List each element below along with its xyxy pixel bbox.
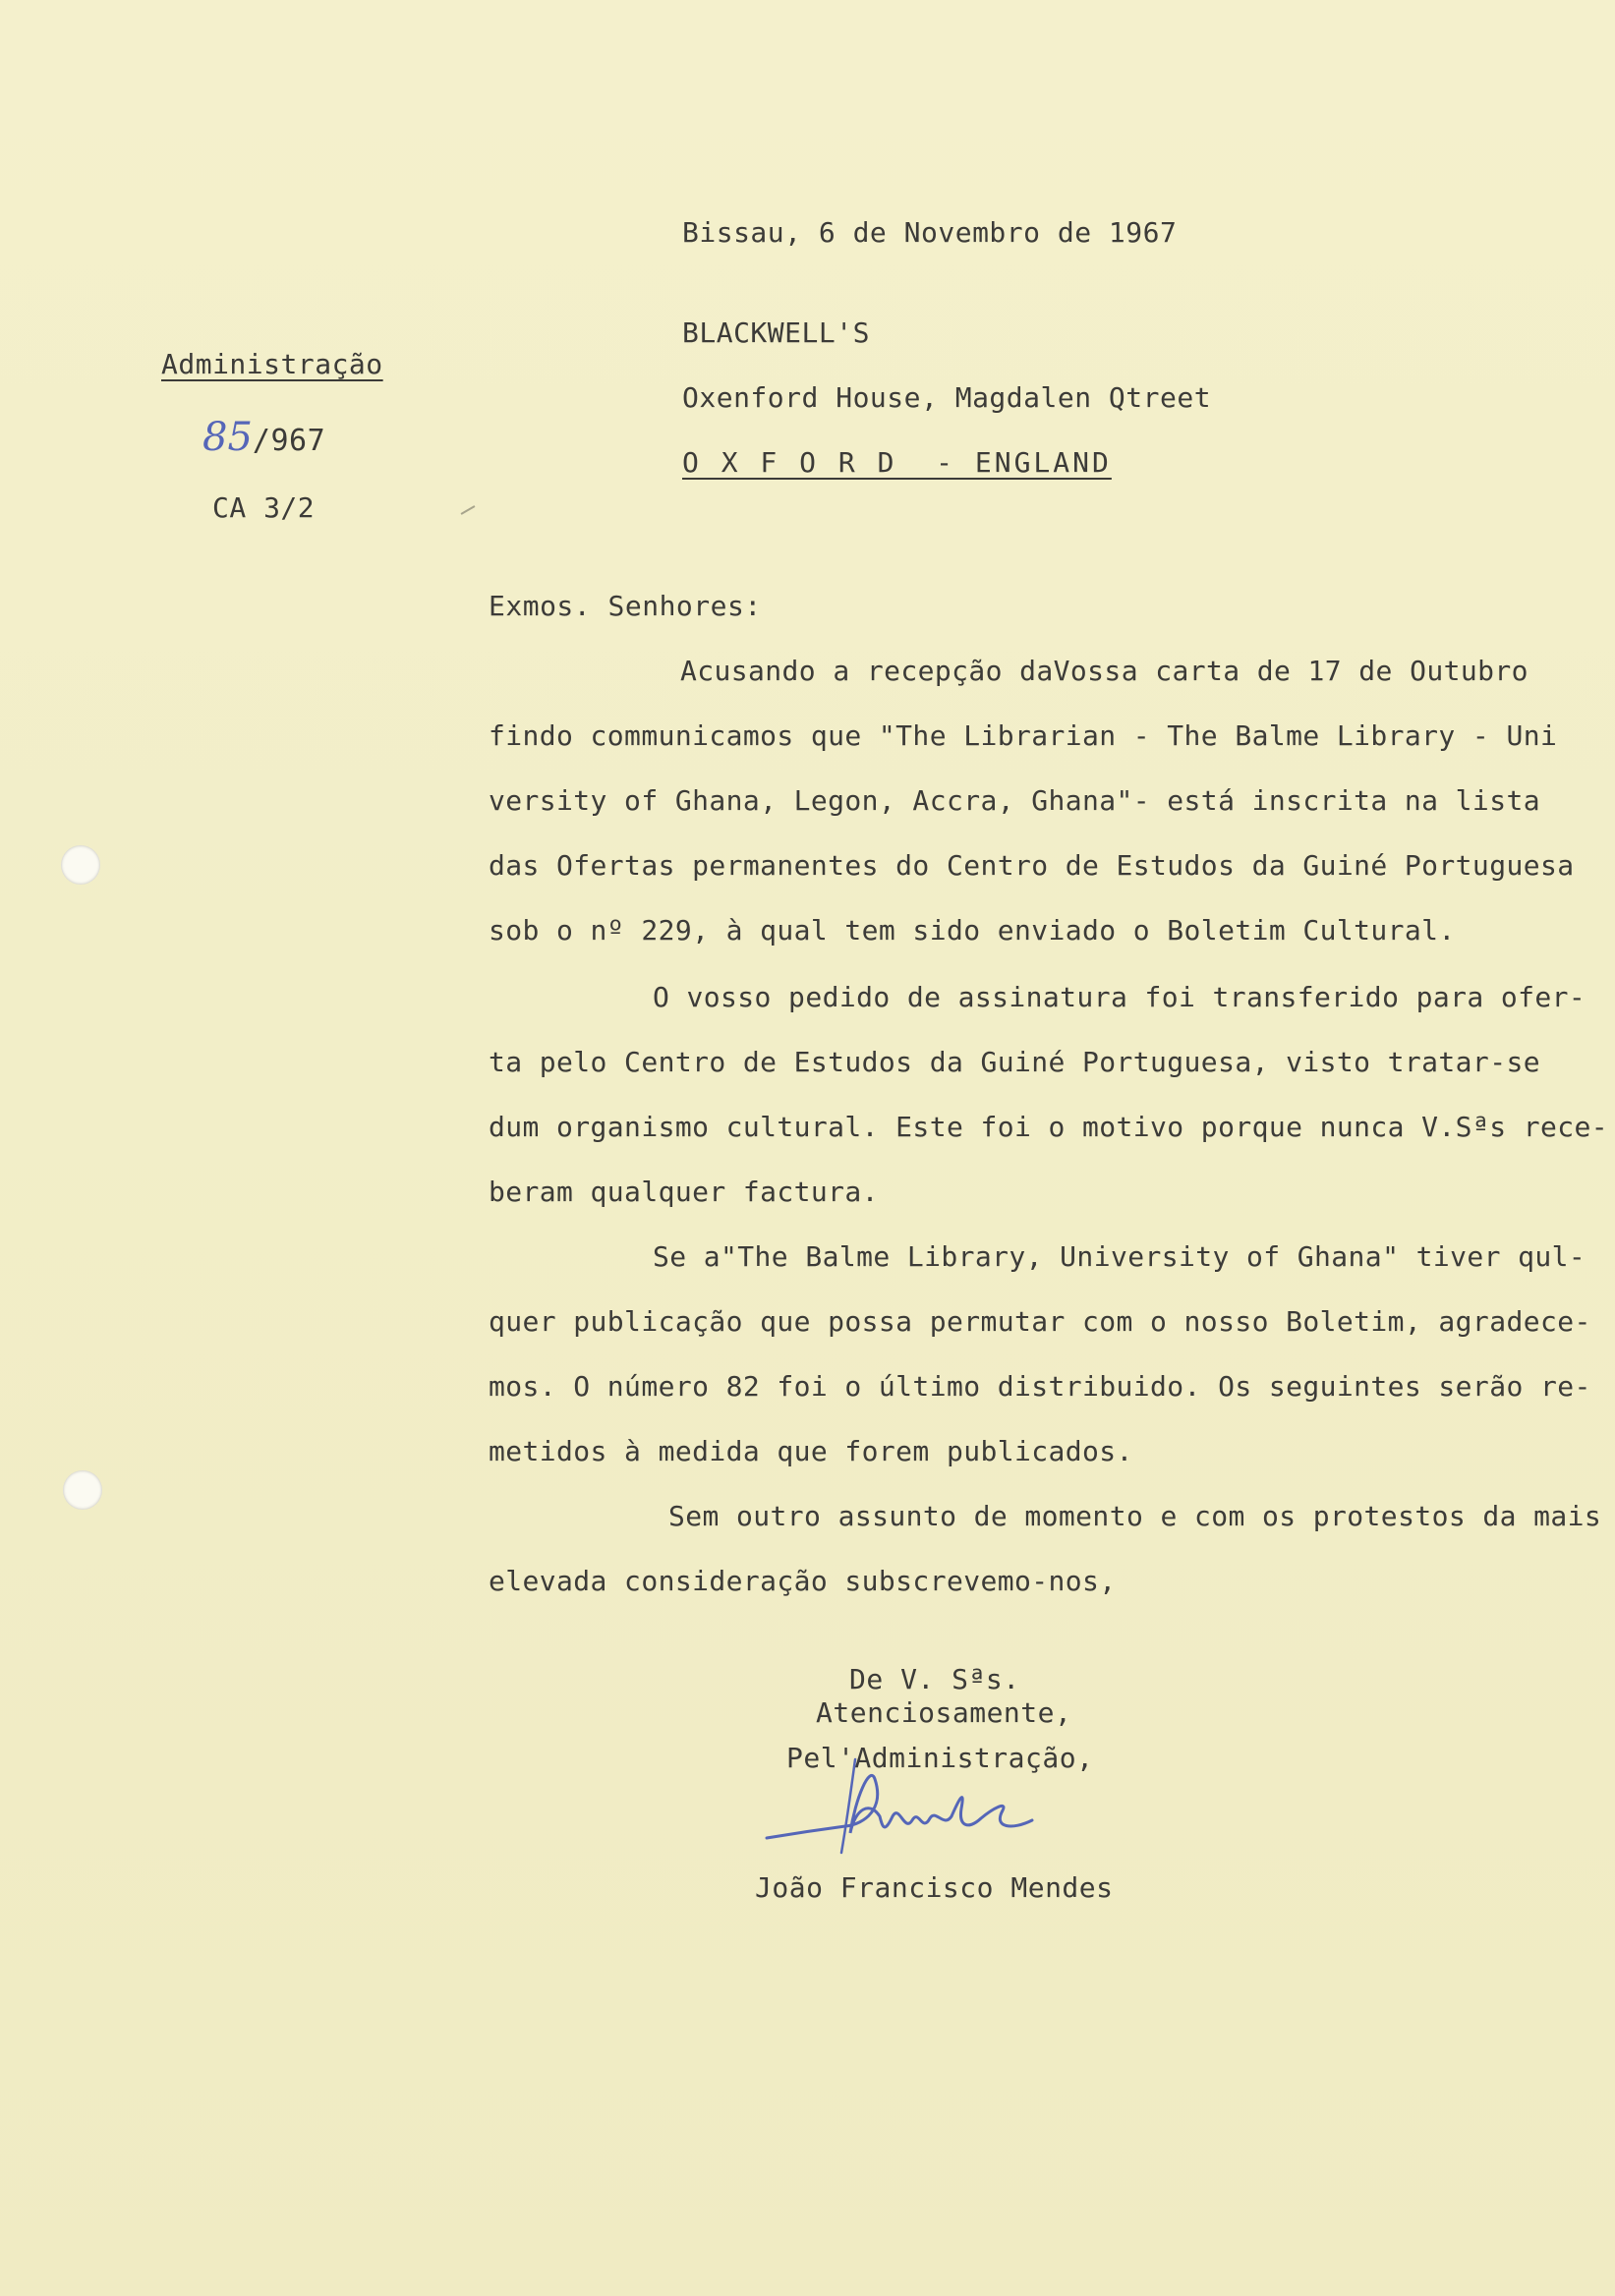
pencil-mark	[461, 505, 476, 515]
closing-line-3: Pel'Administração,	[786, 1742, 1094, 1774]
department-label: Administração	[161, 348, 383, 380]
body-line: Sem outro assunto de momento e com os protestos da mais	[668, 1500, 1602, 1532]
reference-number	[202, 415, 325, 460]
body-line: versity of Ghana, Legon, Accra, Ghana"- está inscrita na lista	[489, 784, 1540, 817]
body-line: Se a"The Balme Library, University of Ghana" tiver qul-	[653, 1240, 1586, 1273]
recipient-address: Oxenford House, Magdalen Qtreet	[682, 381, 1212, 414]
salutation: Exmos. Senhores:	[489, 590, 762, 622]
punch-hole-top	[61, 845, 100, 885]
body-line: sob o nº 229, à qual tem sido enviado o Boletim Cultural.	[489, 914, 1456, 947]
body-line: findo communicamos que "The Librarian - The Balme Library - Uni	[489, 719, 1558, 752]
body-line: beram qualquer factura.	[489, 1176, 879, 1208]
body-line: elevada consideração subscrevemo-nos,	[489, 1565, 1117, 1597]
closing-line-2: Atenciosamente,	[816, 1696, 1072, 1729]
body-line: quer publicação que possa permutar com o nosso Boletim, agradece-	[489, 1305, 1591, 1338]
body-line: mos. O número 82 foi o último distribuido. Os seguintes serão re-	[489, 1370, 1591, 1403]
body-line: Acusando a recepção daVossa carta de 17 de Outubro	[680, 655, 1528, 687]
closing-line-1: De V. Sªs.	[849, 1663, 1020, 1695]
date-line: Bissau, 6 de Novembro de 1967	[682, 216, 1178, 249]
reference-year: /967	[252, 424, 326, 458]
punch-hole-bottom	[63, 1470, 102, 1510]
signatory-name: João Francisco Mendes	[755, 1871, 1114, 1904]
recipient-name: BLACKWELL'S	[682, 316, 870, 349]
handwritten-reference: 85	[202, 415, 253, 460]
body-line: ta pelo Centro de Estudos da Guiné Portuguesa, visto tratar-se	[489, 1046, 1540, 1078]
body-line: das Ofertas permanentes do Centro de Estudos da Guiné Portuguesa	[489, 849, 1575, 882]
body-line: metidos à medida que forem publicados.	[489, 1435, 1133, 1467]
body-line: O vosso pedido de assinatura foi transferido para ofer-	[653, 981, 1586, 1013]
recipient-city: O X F O R D - ENGLAND	[682, 446, 1112, 479]
filing-code: CA 3/2	[212, 491, 316, 524]
handwritten-signature	[757, 1740, 1052, 1867]
body-line: dum organismo cultural. Este foi o motivo porque nunca V.Sªs rece-	[489, 1111, 1608, 1143]
